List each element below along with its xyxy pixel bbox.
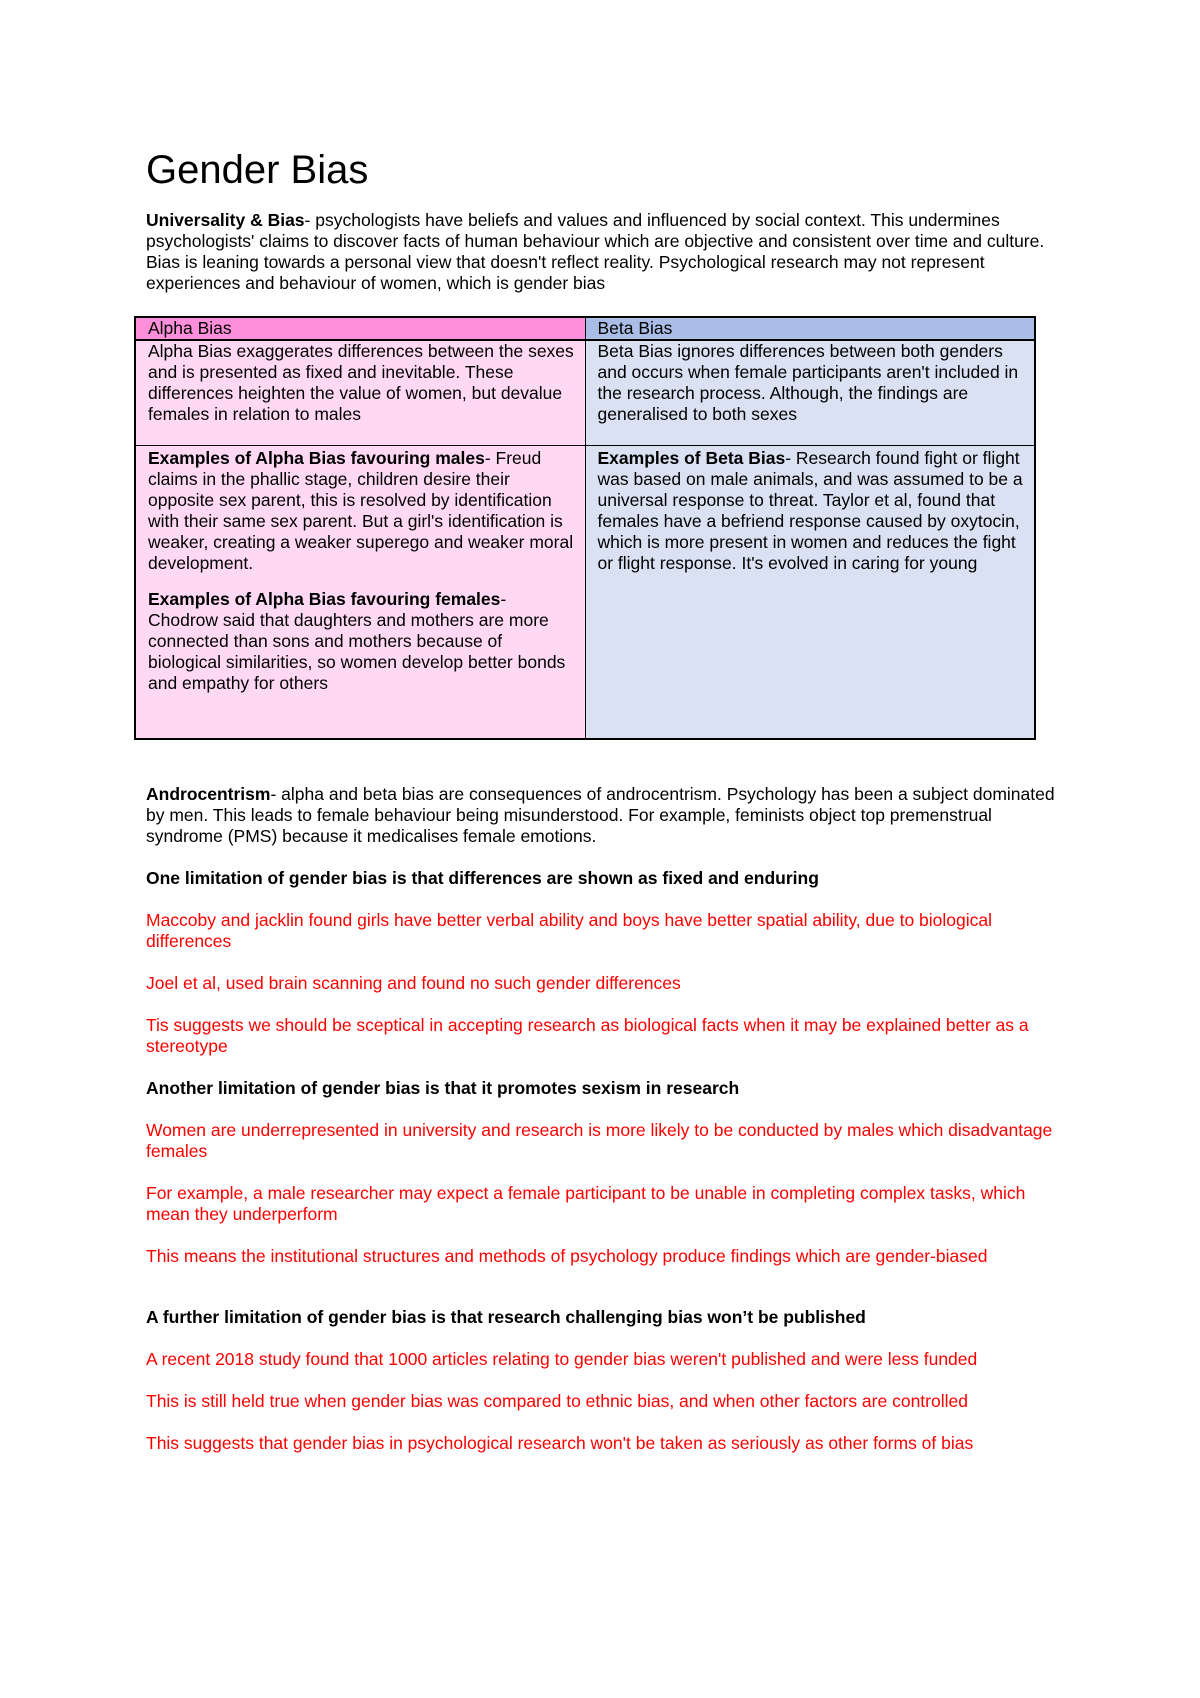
- androcentrism-term: Androcentrism: [146, 784, 271, 804]
- androcentrism-paragraph: [146, 784, 1066, 847]
- beta-bias-header: Beta Bias: [585, 317, 1035, 340]
- beta-bias-examples: [585, 446, 1035, 740]
- alpha-bias-header: Alpha Bias: [135, 317, 585, 340]
- limitation3-heading-text: A further limitation of gender bias is that research challenging bias won’t be published: [146, 1307, 866, 1327]
- beta-example-text: - Research found fight or flight was based on male animals, and was assumed to be a universal response to threat. Taylor et al, found that females have a befriend response caused by oxytocin, which is more present in women and reduces the fight or flight response. It's evolved in caring for young: [597, 448, 1023, 573]
- limitation3-heading: [146, 1307, 1066, 1328]
- limitation1-point-2: Joel et al, used brain scanning and found no such gender differences: [146, 973, 681, 993]
- limitation2-heading-text: Another limitation of gender bias is that it promotes sexism in research: [146, 1078, 740, 1098]
- alpha-example-females: [148, 589, 575, 694]
- table-examples-row: [135, 446, 1035, 740]
- androcentrism-text: - alpha and beta bias are consequences of androcentrism. Psychology has been a subject dominated by men. This leads to female behaviour being misunderstood. For example, feminists object top premenstrual syndrome (PMS) because it medicalises female emotions.: [146, 784, 1055, 846]
- beta-example: [598, 448, 1025, 574]
- page-title: Gender Bias: [146, 148, 369, 192]
- intro-text: - psychologists have beliefs and values and influenced by social context. This undermines psychologists' claims to discover facts of human behaviour which are objective and consistent over time and culture. Bias is leaning towards a personal view that doesn't reflect reality. Psychological research may not represent experiences and behaviour of women, which is gender bias: [146, 210, 1045, 293]
- limitation3-point-2: This is still held true when gender bias was compared to ethnic bias, and when other factors are controlled: [146, 1391, 968, 1411]
- limitation1-point-1: Maccoby and jacklin found girls have better verbal ability and boys have better spatial ability, due to biological differences: [146, 910, 992, 951]
- beta-bias-definition: Beta Bias ignores differences between both genders and occurs when female participants aren't included in the research process. Although, the findings are generalised to both sexes: [585, 340, 1035, 446]
- alpha-example-males-text: - Freud claims in the phallic stage, children desire their opposite sex parent, this is resolved by identification with their same sex parent. But a girl's identification is weaker, creating a weaker superego and weaker moral development.: [148, 448, 574, 573]
- alpha-example-males-term: Examples of Alpha Bias favouring males: [148, 448, 485, 468]
- limitation3-point-1: A recent 2018 study found that 1000 articles relating to gender bias weren't published and were less funded: [146, 1349, 978, 1369]
- limitation1-point-3: Tis suggests we should be sceptical in accepting research as biological facts when it may be explained better as a stereotype: [146, 1015, 1029, 1056]
- bias-comparison-table: [134, 316, 1036, 740]
- limitation2-point-2: For example, a male researcher may expect a female participant to be unable in completing complex tasks, which mean they underperform: [146, 1183, 1026, 1224]
- intro-term: Universality & Bias: [146, 210, 305, 230]
- limitation1-heading: [146, 868, 1066, 889]
- limitation1-heading-text: One limitation of gender bias is that differences are shown as fixed and enduring: [146, 868, 819, 888]
- limitation3-point-3: This suggests that gender bias in psychological research won't be taken as seriously as other forms of bias: [146, 1433, 974, 1453]
- limitation2-point-3: This means the institutional structures and methods of psychology produce findings which are gender-biased: [146, 1246, 988, 1266]
- beta-example-term: Examples of Beta Bias: [597, 448, 786, 468]
- spacer: [148, 574, 575, 589]
- alpha-example-females-term: Examples of Alpha Bias favouring females: [148, 589, 501, 609]
- alpha-bias-examples: [135, 446, 585, 740]
- intro-paragraph: [146, 210, 1066, 294]
- alpha-bias-definition: Alpha Bias exaggerates differences between the sexes and is presented as fixed and inevitable. These differences heighten the value of women, but devalue females in relation to males: [135, 340, 585, 446]
- alpha-example-females-text: - Chodrow said that daughters and mothers are more connected than sons and mothers because of biological similarities, so women develop better bonds and empathy for others: [148, 589, 566, 693]
- alpha-example-males: [148, 448, 575, 574]
- limitation2-heading: [146, 1078, 1066, 1099]
- document-content: [146, 146, 1066, 1454]
- table-header-row: [135, 317, 1035, 340]
- table-definition-row: [135, 340, 1035, 446]
- limitation2-point-1: Women are underrepresented in university and research is more likely to be conducted by males which disadvantage females: [146, 1120, 1053, 1161]
